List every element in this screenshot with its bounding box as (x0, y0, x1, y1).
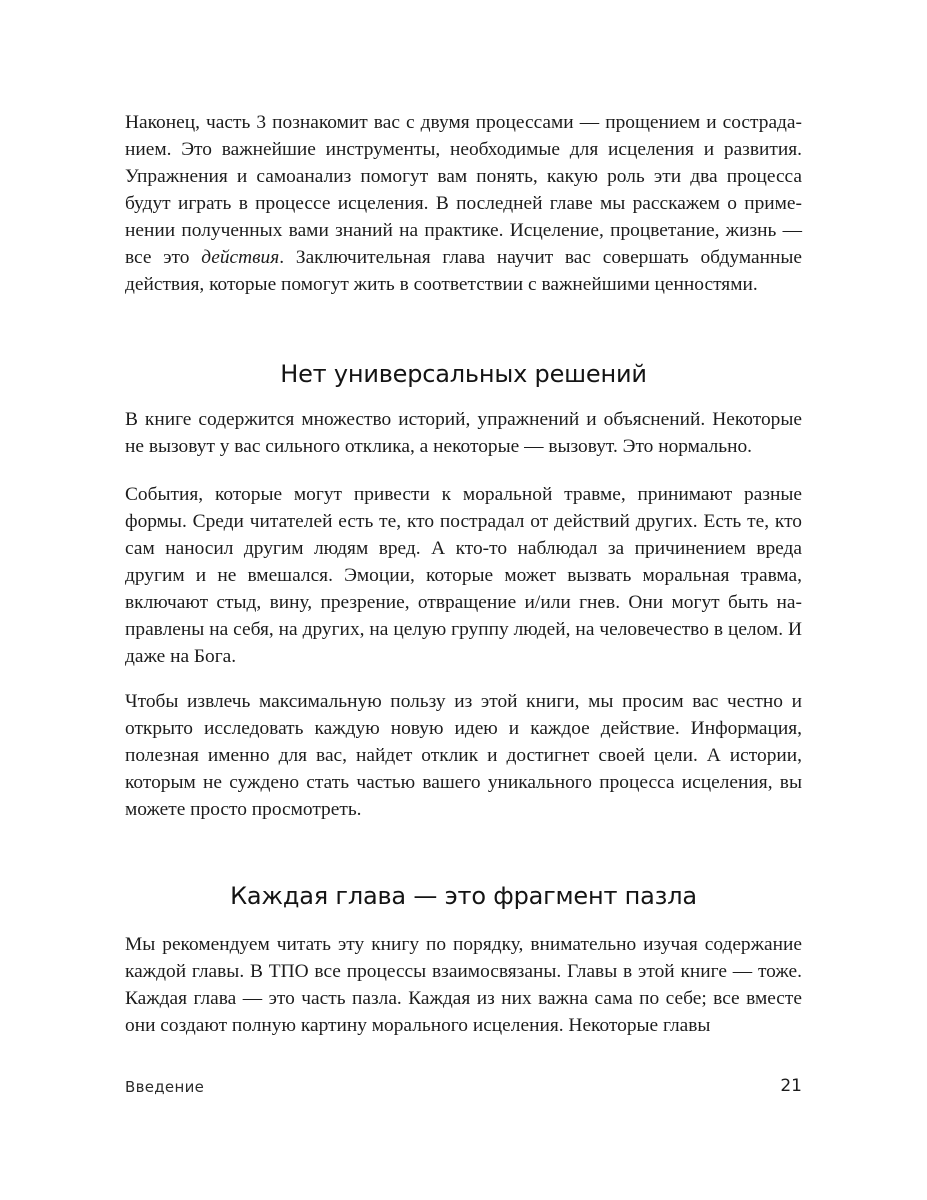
paragraph: События, которые могут привести к моральной травме, принимают разные формы. Среди читателей есть те, кто пострадал от действий других. Есть те, кто сам наносил другим людям вред. А кто-то наблюдал за причинением вреда другим и не вмешался. Эмоции, которые может вызвать моральная травма, включают стыд, вину, презрение, отвращение и/или гнев. Они могут быть направлены на себя, на других, на целую группу людей, на человечество в целом. И даже на Бога. (125, 484, 802, 667)
paragraph: Мы рекомендуем читать эту книгу по порядку, внимательно изучая содержание каждой главы. В ТПО все процессы взаимосвязаны. Главы в этой книге — тоже. Каждая глава — это часть пазла. Каждая из них важна сама по себе; все вместе они создают полную картину морального исцеления. Некоторые главы (125, 934, 802, 1036)
paragraph-text: . Заключительная глава научит вас совершать обдуманные действия, которые помогут жить в соответствии с важнейшими ценностями. (125, 247, 802, 295)
section-heading: Нет универсальных решений (280, 360, 647, 388)
paragraph-text: Наконец, часть 3 познакомит вас с двумя процессами — прощением и состраданием. Это важнейшие инструменты, необходимые для исцеления и развития. Упражнения и самоанализ помогут вам понять, какую роль эти два процесса будут играть в процессе исцеления. В последней главе мы расскажем о применении полученных вами знаний на практике. Исцеление, процветание, жизнь — все это (125, 112, 802, 268)
section-heading: Каждая глава — это фрагмент пазла (230, 882, 697, 910)
paragraph-intro-part3 (125, 109, 802, 298)
italic-emphasis: действия (201, 247, 280, 268)
paragraph: Чтобы извлечь максимальную пользу из этой книги, мы просим вас честно и открыто исследовать каждую новую идею и каждое действие. Информация, полезная именно для вас, найдет отклик и достигнет своей цели. А истории, которым не суждено стать частью вашего уникального процесса исцеления, вы можете просто просмотреть. (125, 691, 802, 820)
page-number: 21 (780, 1076, 802, 1096)
running-footer-section: Введение (125, 1078, 205, 1096)
paragraph: В книге содержится множество историй, упражнений и объяснений. Некоторые не вызовут у вас сильного отклика, а некоторые — вызовут. Это нормально. (125, 409, 802, 457)
